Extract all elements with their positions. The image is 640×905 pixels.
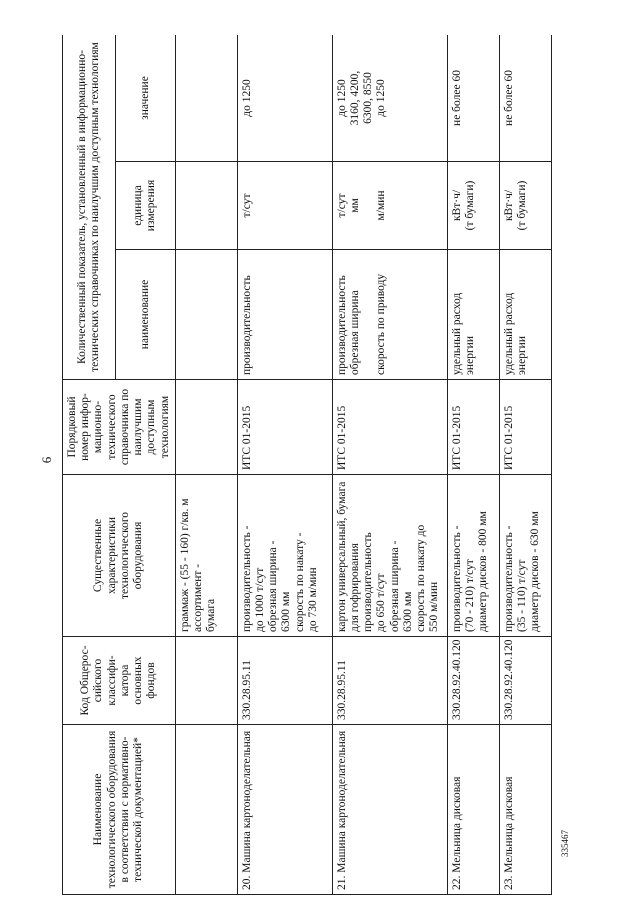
row-characteristics: картон универсальный, бумага для гофрирования производительность до 650 т/сут обрезная ширина - 6300 мм скорость по накату до 550 м/мин (332, 475, 447, 637)
document-code: 335467 (560, 830, 570, 857)
header-characteristics: Существенные характеристики технологического оборудования (63, 475, 176, 637)
row-indicator: производительность обрезная ширина скорость по приводу (332, 250, 447, 380)
header-row-1 (63, 35, 116, 895)
row-name: 23. Мельница дисковая (499, 725, 551, 895)
header-equipment-name: Наименование технологического оборудования в соответствии с нормативно-технической документацией* (63, 725, 176, 895)
header-okof-code: Код Общерос-сийского классифи-катора основных фондов (63, 637, 176, 725)
row-code: 330.28.95.11 (332, 637, 447, 725)
row-its: ИТС 01-2015 (237, 380, 332, 475)
row-indicator: удельный расход энергии (447, 250, 499, 380)
row-characteristics: производительность - (35 - 110) т/сут диаметр дисков - 630 мм (499, 475, 551, 637)
row-indicator: удельный расход энергии (499, 250, 551, 380)
row-characteristics: производительность - (70 - 210) т/сут диаметр дисков - 800 мм (447, 475, 499, 637)
table-row (447, 35, 499, 895)
table-container (62, 35, 582, 895)
row-code: 330.28.92.40.120 (447, 637, 499, 725)
row-code: 330.28.95.11 (237, 637, 332, 725)
header-indicator-value: значение (116, 35, 176, 162)
row-unit: т/сут (237, 162, 332, 250)
header-its-number: Порядковый номер инфор-мационно-технического справочника по наилучшим доступным технологиям (63, 380, 176, 475)
row-value: не более 60 (447, 35, 499, 162)
row-its: ИТС 01-2015 (447, 380, 499, 475)
continuation-text: граммаж - (55 - 160) г/кв. м ассортимент - бумага (175, 475, 237, 637)
table-row (332, 35, 447, 895)
row-its: ИТС 01-2015 (332, 380, 447, 475)
row-value: до 1250 (237, 35, 332, 162)
row-indicator: производительность (237, 250, 332, 380)
header-indicator-unit: единица измерения (116, 162, 176, 250)
row-unit: т/сут мм м/мин (332, 162, 447, 250)
row-value: не более 60 (499, 35, 551, 162)
row-name: 20. Машина картоноделательная (237, 725, 332, 895)
equipment-table (62, 35, 552, 895)
row-name: 21. Машина картоноделательная (332, 725, 447, 895)
row-characteristics: производительность - до 1000 т/сут обрезная ширина - 6300 мм скорость по накату - до 730 м/мин (237, 475, 332, 637)
table-row (237, 35, 332, 895)
page-number: 6 (39, 456, 54, 464)
row-unit: кВт·ч/ (т бумаги) (499, 162, 551, 250)
row-unit: кВт·ч/ (т бумаги) (447, 162, 499, 250)
row-name: 22. Мельница дисковая (447, 725, 499, 895)
header-indicator-name: наименование (116, 250, 176, 380)
rotated-page (62, 35, 582, 895)
row-its: ИТС 01-2015 (499, 380, 551, 475)
table-row (499, 35, 551, 895)
continuation-row (175, 35, 237, 895)
row-code: 330.28.92.40.120 (499, 637, 551, 725)
row-value: до 1250 3160, 4200, 6300, 8550 до 1250 (332, 35, 447, 162)
header-indicator-group: Количественный показатель, установленный в информационно-технических справочниках по наилучшим доступным технологиям (63, 35, 116, 380)
